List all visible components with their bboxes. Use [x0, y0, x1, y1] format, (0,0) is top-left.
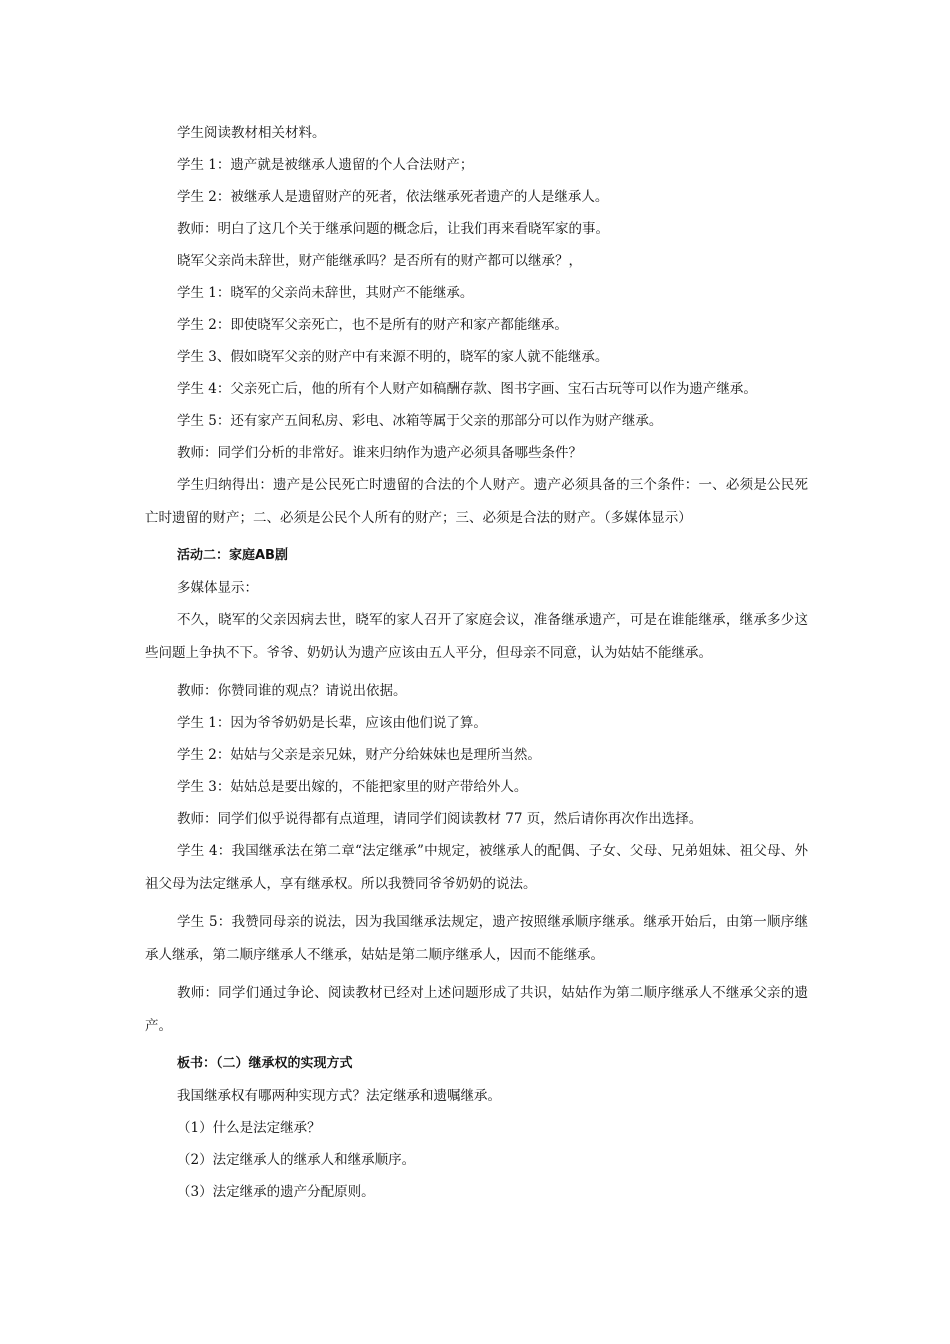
paragraph: 教师：同学们通过争论、阅读教材已经对上述问题形成了共识，姑姑作为第二顺序继承人不继承父亲的遗产。	[145, 985, 808, 1034]
list-item: （3）法定继承的遗产分配原则。	[177, 1184, 375, 1200]
paragraph: 学生 1：遗产就是被继承人遗留的个人合法财产；	[177, 157, 474, 173]
paragraph: 教师：同学们分析的非常好。谁来归纳作为遗产必须具备哪些条件？	[177, 445, 582, 461]
paragraph: 学生 3：姑姑总是要出嫁的，不能把家里的财产带给外人。	[177, 779, 528, 795]
paragraph: 学生 4：我国继承法在第二章“法定继承”中规定，被继承人的配偶、子女、父母、兄弟姐妹、祖父母、外祖父母为法定继承人，享有继承权。所以我赞同爷爷奶奶的说法。	[145, 843, 808, 892]
paragraph: 教师：明白了这几个关于继承问题的概念后，让我们再来看晓军家的事。	[177, 221, 609, 237]
paragraph: 学生 5：还有家产五间私房、彩电、冰箱等属于父亲的那部分可以作为财产继承。	[177, 413, 663, 429]
paragraph: 学生归纳得出：遗产是公民死亡时遗留的合法的个人财产。遗产必须具备的三个条件：一、必须是公民死亡时遗留的财产；二、必须是公民个人所有的财产；三、必须是合法的财产。（多媒体显示）	[145, 477, 808, 526]
paragraph: 多媒体显示：	[177, 580, 258, 596]
paragraph: 教师：你赞同谁的观点？请说出依据。	[177, 683, 407, 699]
paragraph: 学生 2：姑姑与父亲是亲兄妹，财产分给妹妹也是理所当然。	[177, 747, 541, 763]
paragraph: 学生 5：我赞同母亲的说法，因为我国继承法规定，遗产按照继承顺序继承。继承开始后，由第一顺序继承人继承，第二顺序继承人不继承，姑姑是第二顺序继承人，因而不能继承。	[145, 914, 808, 963]
paragraph: 不久，晓军的父亲因病去世，晓军的家人召开了家庭会议，准备继承遗产，可是在谁能继承，继承多少这些问题上争执不下。爷爷、奶奶认为遗产应该由五人平分，但母亲不同意，认为姑姑不能继承。	[145, 612, 808, 661]
paragraph: 学生 4：父亲死亡后，他的所有个人财产如稿酬存款、图书字画、宝石古玩等可以作为遗产继承。	[177, 381, 757, 397]
list-item: （2）法定继承人的继承人和继承顺序。	[177, 1152, 416, 1168]
paragraph: 我国继承权有哪两种实现方式？法定继承和遗嘱继承。	[177, 1088, 501, 1104]
document-body	[145, 122, 808, 1203]
paragraph: 学生阅读教材相关材料。	[177, 125, 326, 141]
paragraph: 晓军父亲尚未辞世，财产能继承吗？是否所有的财产都可以继承？，	[177, 253, 582, 269]
paragraph: 学生 3、假如晓军父亲的财产中有来源不明的，晓军的家人就不能继承。	[177, 349, 609, 365]
paragraph: 学生 1：晓军的父亲尚未辞世，其财产不能继承。	[177, 285, 474, 301]
section-heading-board: 板书：（二）继承权的实现方式	[177, 1056, 353, 1071]
paragraph: 学生 1：因为爷爷奶奶是长辈，应该由他们说了算。	[177, 715, 487, 731]
section-heading-activity: 活动二：家庭AB剧	[177, 548, 288, 563]
paragraph: 学生 2：被继承人是遗留财产的死者，依法继承死者遗产的人是继承人。	[177, 189, 609, 205]
paragraph: 学生 2：即使晓军父亲死亡，也不是所有的财产和家产都能继承。	[177, 317, 568, 333]
list-item: （1）什么是法定继承？	[177, 1120, 321, 1136]
paragraph: 教师：同学们似乎说得都有点道理，请同学们阅读教材 77 页，然后请你再次作出选择。	[177, 811, 703, 827]
